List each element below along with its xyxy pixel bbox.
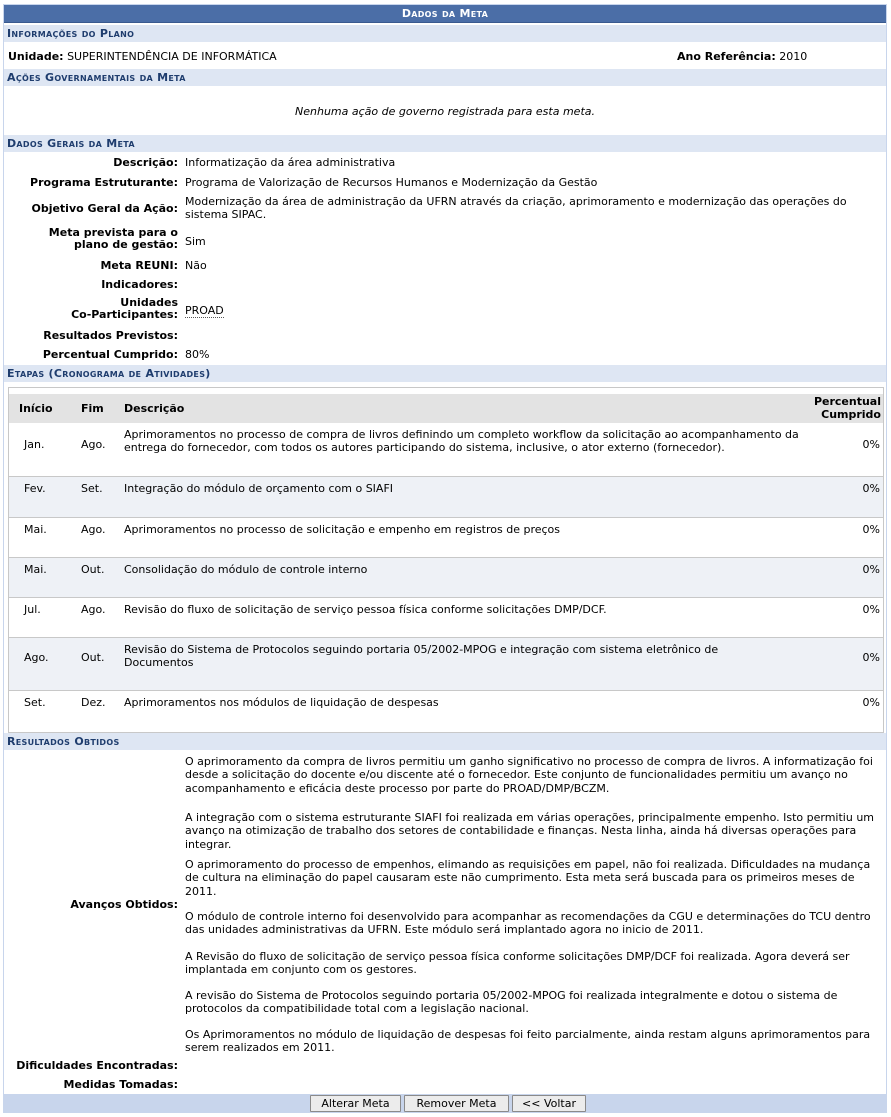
table-row bbox=[9, 477, 883, 518]
row-percentual: 0% bbox=[862, 482, 880, 495]
row-descricao: Consolidação do módulo de controle interno bbox=[124, 563, 368, 576]
avancos-paragraph: A revisão do Sistema de Protocolos seguindo portaria 05/2002-MPOG foi realizada integralmente e dotou o sistema de protocolos da compatibilidade total com a legislação nacional. bbox=[185, 989, 838, 1016]
row-fim: Set. bbox=[81, 482, 103, 495]
objetivo-value: Modernização da área de administração da UFRN através da criação, aprimoramento e modernização das operações do sistema SIPAC. bbox=[185, 195, 847, 221]
voltar-button[interactable]: << Voltar bbox=[512, 1095, 586, 1112]
meta-reuni-label: Meta REUNI: bbox=[100, 259, 178, 272]
section-etapas: Etapas (Cronograma de Atividades) bbox=[4, 365, 886, 382]
avancos-paragraph: O módulo de controle interno foi desenvolvido para acompanhar as recomendações da CGU e determinações do TCU dentro das unidades administrativas da UFRN. Este módulo será implantado agora no inicio de 2011. bbox=[185, 910, 871, 937]
table-row bbox=[9, 638, 883, 691]
meta-prevista-label-line2: plano de gestão: bbox=[74, 238, 178, 251]
header-fim: Fim bbox=[81, 402, 104, 415]
row-inicio: Mai. bbox=[24, 563, 47, 576]
meta-prevista-label-line1: Meta prevista para o bbox=[48, 226, 178, 239]
programa-value: Programa de Valorização de Recursos Humanos e Modernização da Gestão bbox=[185, 176, 598, 189]
row-fim: Dez. bbox=[81, 696, 106, 709]
header-percentual-line2: Cumprido bbox=[821, 408, 881, 421]
unidade-proad-link[interactable]: PROAD bbox=[185, 304, 224, 317]
row-inicio: Mai. bbox=[24, 523, 47, 536]
header-inicio: Início bbox=[19, 402, 53, 415]
row-descricao: Aprimoramentos no processo de solicitação e empenho em registros de preços bbox=[124, 523, 561, 536]
descricao-value: Informatização da área administrativa bbox=[185, 156, 396, 169]
avancos-paragraph: A Revisão do fluxo de solicitação de serviço pessoa física conforme solicitações DMP/DCF foi realizada. Agora deverá ser implantada em conjunto com os gestores. bbox=[185, 950, 850, 977]
header-percentual bbox=[814, 395, 881, 421]
unidade-row bbox=[8, 50, 277, 63]
meta-prevista-label bbox=[49, 227, 178, 251]
remover-meta-button[interactable]: Remover Meta bbox=[404, 1095, 509, 1112]
table-row bbox=[9, 691, 883, 729]
row-fim: Ago. bbox=[81, 603, 106, 616]
row-descricao: Aprimoramentos no processo de compra de livros definindo um completo workflow da solicitação ao acompanhamento da entrega do fornecedor, com todos os autores participando do sistema, inclusive, o ator externo (fornecedor). bbox=[124, 428, 799, 454]
panel-caption: Dados da Meta bbox=[4, 5, 886, 23]
indicadores-label: Indicadores: bbox=[101, 278, 178, 291]
header-percentual-line1: Percentual bbox=[813, 395, 881, 408]
row-fim: Out. bbox=[81, 651, 105, 664]
row-fim: Out. bbox=[81, 563, 105, 576]
table-row bbox=[9, 518, 883, 558]
table-row bbox=[9, 558, 883, 598]
table-row bbox=[9, 598, 883, 638]
ano-referencia-label: Ano Referência: bbox=[677, 50, 776, 63]
section-resultados-obtidos: Resultados Obtidos bbox=[4, 733, 886, 750]
medidas-label: Medidas Tomadas: bbox=[63, 1078, 178, 1091]
unidades-label-line2: Co-Participantes: bbox=[71, 308, 178, 321]
row-descricao: Revisão do Sistema de Protocolos seguindo portaria 05/2002-MPOG e integração com sistema eletrônico de Documentos bbox=[124, 643, 719, 669]
row-percentual: 0% bbox=[862, 651, 880, 664]
ano-referencia-row bbox=[677, 50, 807, 63]
avancos-paragraph: A integração com o sistema estruturante SIAFI foi realizada em várias operações, principalmente empenho. Isto permitiu um avanço na otimização de trabalho dos setores de contabilidade e finanças. Nesta linha, ainda há diversas operações para integrar. bbox=[185, 811, 875, 851]
objetivo-label: Objetivo Geral da Ação: bbox=[31, 202, 178, 215]
row-inicio: Jul. bbox=[24, 603, 41, 616]
meta-prevista-value: Sim bbox=[185, 235, 206, 248]
percentual-value: 80% bbox=[185, 348, 210, 361]
action-bar bbox=[4, 1094, 886, 1113]
unidades-value-wrap bbox=[185, 304, 224, 317]
row-descricao: Aprimoramentos nos módulos de liquidação de despesas bbox=[124, 696, 439, 709]
avancos-label: Avanços Obtidos: bbox=[70, 898, 178, 911]
alterar-meta-button[interactable]: Alterar Meta bbox=[310, 1095, 401, 1112]
section-informacoes-plano: Informações do Plano bbox=[4, 25, 886, 42]
dificuldades-label: Dificuldades Encontradas: bbox=[16, 1059, 178, 1072]
unidade-label: Unidade: bbox=[8, 50, 64, 63]
resultados-previstos-label: Resultados Previstos: bbox=[43, 329, 178, 342]
section-acoes-governamentais: Ações Governamentais da Meta bbox=[4, 69, 886, 86]
row-fim: Ago. bbox=[81, 438, 106, 451]
descricao-label: Descrição: bbox=[113, 156, 178, 169]
unidades-label bbox=[71, 297, 178, 321]
row-fim: Ago. bbox=[81, 523, 106, 536]
etapas-header-row bbox=[9, 394, 883, 423]
row-percentual: 0% bbox=[862, 563, 880, 576]
percentual-label: Percentual Cumprido: bbox=[42, 348, 178, 361]
row-descricao: Integração do módulo de orçamento com o SIAFI bbox=[124, 482, 394, 495]
avancos-paragraph: O aprimoramento da compra de livros permitiu um ganho significativo no processo de compra de livros. A informatização foi desde a solicitação do docente e/ou discente até o fornecedor. Este conjunto de funcionalidades permitiu um avanço no acompanhamento e eficácia deste processo por parte do PROAD/DMP/BCZM. bbox=[185, 755, 873, 795]
section-dados-gerais: Dados Gerais da Meta bbox=[4, 135, 886, 152]
table-row bbox=[9, 423, 883, 477]
header-descricao: Descrição bbox=[124, 402, 185, 415]
etapas-table bbox=[8, 387, 884, 733]
avancos-paragraph: Os Aprimoramentos no módulo de liquidação de despesas foi feito parcialmente, ainda restam alguns aprimoramentos para serem realizados em 2011. bbox=[185, 1028, 871, 1055]
row-inicio: Fev. bbox=[24, 482, 46, 495]
unidade-value: SUPERINTENDÊNCIA DE INFORMÁTICA bbox=[67, 50, 277, 63]
avancos-paragraph: O aprimoramento do processo de empenhos, elimando as requisições em papel, não foi realizada. Dificuldades na mudança de cultura na eliminação do papel causaram este não cumprimento. Esta meta será buscada para os primeiros meses de 2011. bbox=[185, 858, 871, 898]
row-descricao: Revisão do fluxo de solicitação de serviço pessoa física conforme solicitações DMP/DCF. bbox=[124, 603, 607, 616]
row-percentual: 0% bbox=[862, 523, 880, 536]
acoes-empty-message: Nenhuma ação de governo registrada para esta meta. bbox=[295, 105, 595, 118]
programa-label: Programa Estruturante: bbox=[30, 176, 178, 189]
row-percentual: 0% bbox=[862, 438, 880, 451]
unidades-label-line1: Unidades bbox=[120, 296, 178, 309]
row-percentual: 0% bbox=[862, 603, 880, 616]
ano-referencia-value: 2010 bbox=[779, 50, 808, 63]
meta-reuni-value: Não bbox=[185, 259, 207, 272]
row-inicio: Ago. bbox=[24, 651, 49, 664]
row-inicio: Set. bbox=[24, 696, 46, 709]
row-percentual: 0% bbox=[862, 696, 880, 709]
dados-meta-panel bbox=[3, 4, 887, 1113]
row-inicio: Jan. bbox=[24, 438, 45, 451]
